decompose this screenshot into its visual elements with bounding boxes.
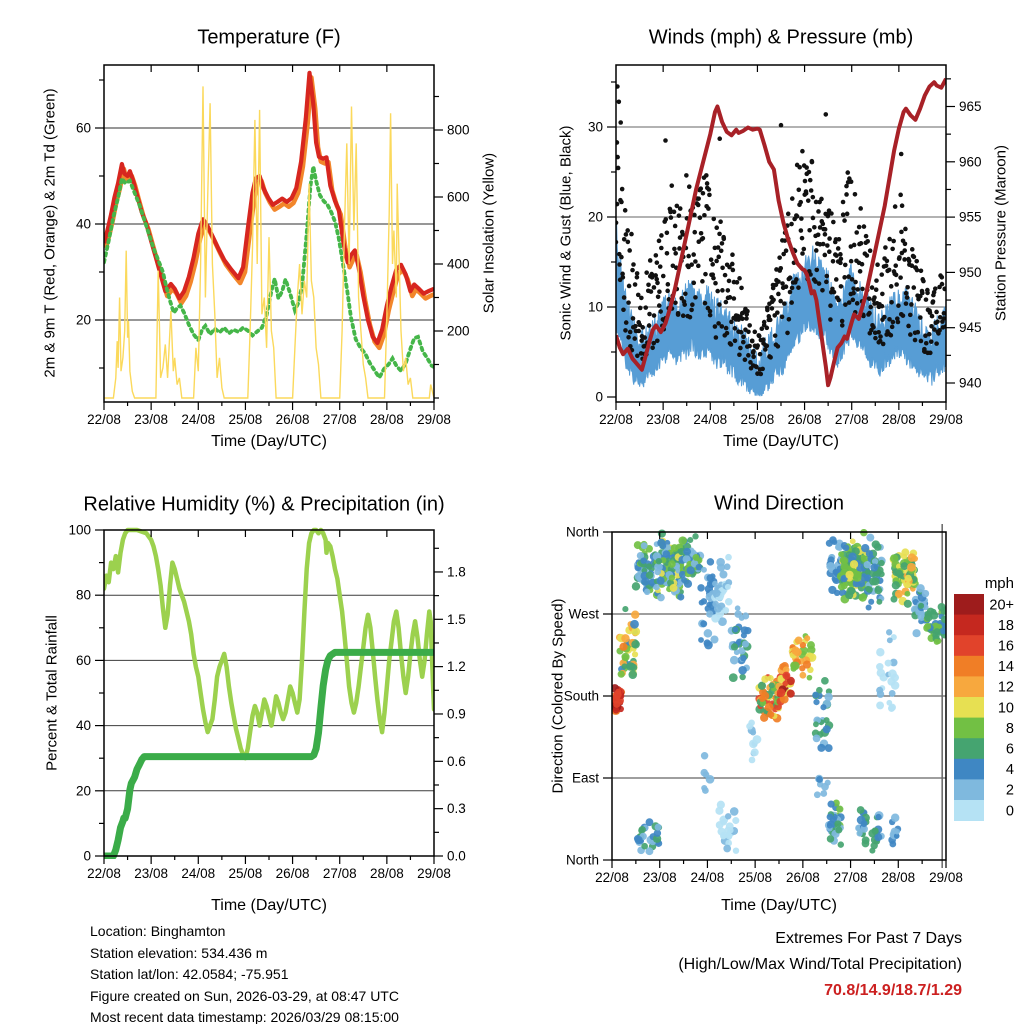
humidity-precip-title: Relative Humidity (%) & Precipitation (in)	[83, 493, 445, 516]
svg-text:26/08: 26/08	[275, 866, 310, 881]
svg-text:12: 12	[997, 679, 1014, 696]
svg-text:28/08: 28/08	[881, 870, 916, 885]
svg-text:955: 955	[959, 209, 982, 225]
svg-text:950: 950	[959, 264, 982, 280]
svg-text:29/08: 29/08	[417, 412, 451, 427]
station-elevation: Station elevation: 534.436 m	[90, 944, 268, 961]
temperature-x-label: Time (Day/UTC)	[211, 433, 327, 450]
svg-text:29/08: 29/08	[929, 412, 963, 427]
svg-text:North: North	[565, 852, 599, 868]
svg-text:23/08: 23/08	[642, 870, 677, 885]
svg-text:29/08: 29/08	[929, 870, 963, 885]
svg-text:20: 20	[75, 312, 91, 328]
svg-text:8: 8	[1005, 720, 1014, 737]
svg-text:100: 100	[68, 522, 91, 538]
extremes-block	[678, 926, 962, 1004]
winds-pressure-title: Winds (mph) & Pressure (mb)	[648, 26, 914, 49]
winds-y-label-right: Station Pressure (Maroon)	[992, 145, 1010, 321]
humidity-y-label-left: Percent & Total Rainfall	[43, 615, 61, 771]
svg-text:10: 10	[587, 299, 603, 315]
temperature-title: Temperature (F)	[197, 26, 341, 49]
svg-text:14: 14	[997, 659, 1014, 676]
svg-text:26/08: 26/08	[787, 412, 822, 427]
svg-text:940: 940	[959, 375, 982, 391]
svg-text:23/08: 23/08	[646, 412, 681, 427]
svg-text:East: East	[571, 770, 599, 786]
svg-text:400: 400	[447, 256, 470, 272]
svg-text:60: 60	[75, 120, 91, 136]
svg-text:945: 945	[959, 320, 982, 336]
svg-text:30: 30	[587, 119, 603, 135]
svg-text:22/08: 22/08	[87, 412, 121, 427]
winds-x-label: Time (Day/UTC)	[723, 433, 839, 450]
svg-text:960: 960	[959, 154, 982, 170]
svg-text:10: 10	[997, 700, 1014, 717]
svg-text:0: 0	[83, 848, 91, 864]
svg-text:22/08: 22/08	[595, 870, 629, 885]
svg-text:West: West	[568, 606, 599, 622]
svg-text:1.8: 1.8	[447, 564, 466, 580]
svg-text:26/08: 26/08	[275, 412, 310, 427]
svg-text:South: South	[563, 688, 599, 704]
extremes-heading: Extremes For Past 7 Days	[775, 930, 962, 947]
svg-text:6: 6	[1005, 741, 1014, 758]
svg-text:27/08: 27/08	[834, 412, 869, 427]
svg-text:40: 40	[75, 718, 91, 734]
svg-text:40: 40	[75, 216, 91, 232]
svg-text:25/08: 25/08	[228, 412, 263, 427]
extremes-legend: (High/Low/Max Wind/Total Precipitation)	[678, 956, 962, 973]
svg-text:20: 20	[75, 783, 91, 799]
svg-text:25/08: 25/08	[228, 866, 263, 881]
temperature-y-label-right: Solar Insolation (Yellow)	[480, 152, 498, 314]
svg-text:60: 60	[75, 652, 91, 668]
svg-text:28/08: 28/08	[369, 866, 404, 881]
wind-direction-y-label: Direction (Colored By Speed)	[549, 598, 567, 794]
svg-text:4: 4	[1005, 762, 1014, 779]
svg-text:25/08: 25/08	[740, 412, 775, 427]
svg-text:24/08: 24/08	[181, 412, 216, 427]
temperature-y-label-left: 2m & 9m T (Red, Orange) & 2m Td (Green)	[41, 88, 59, 378]
svg-text:23/08: 23/08	[134, 412, 169, 427]
svg-text:27/08: 27/08	[833, 870, 868, 885]
station-info-block	[90, 921, 399, 1024]
svg-text:24/08: 24/08	[693, 412, 728, 427]
svg-text:1.2: 1.2	[447, 659, 466, 675]
svg-text:26/08: 26/08	[785, 870, 820, 885]
wind-direction-x-label: Time (Day/UTC)	[721, 897, 837, 914]
svg-text:0: 0	[595, 389, 603, 405]
wind-direction-title: Wind Direction	[713, 492, 845, 515]
svg-text:North: North	[565, 524, 599, 540]
svg-text:22/08: 22/08	[599, 412, 633, 427]
svg-text:16: 16	[997, 638, 1014, 655]
svg-text:0.0: 0.0	[447, 848, 466, 864]
svg-text:18: 18	[997, 617, 1014, 634]
station-latlon: Station lat/lon: 42.0584; -75.951	[90, 966, 289, 982]
svg-text:965: 965	[959, 99, 982, 114]
svg-text:0.9: 0.9	[447, 706, 466, 722]
svg-text:24/08: 24/08	[181, 866, 216, 881]
svg-text:600: 600	[447, 189, 470, 205]
svg-text:22/08: 22/08	[87, 866, 121, 881]
station-location: Location: Binghamton	[90, 923, 226, 939]
svg-text:20: 20	[587, 209, 603, 225]
svg-text:27/08: 27/08	[322, 412, 357, 427]
winds-y-label-left: Sonic Wind & Gust (Blue, Black)	[557, 125, 575, 341]
extremes-values: 70.8/14.9/18.7/1.29	[824, 982, 962, 999]
svg-text:27/08: 27/08	[322, 866, 357, 881]
svg-text:0: 0	[1005, 803, 1014, 820]
svg-text:0.6: 0.6	[447, 753, 466, 769]
svg-text:25/08: 25/08	[738, 870, 773, 885]
svg-text:2: 2	[1005, 782, 1014, 799]
svg-text:24/08: 24/08	[690, 870, 725, 885]
svg-text:1.5: 1.5	[447, 611, 466, 627]
figure-created-line: Figure created on Sun, 2026-03-29, at 08:47 UTC	[90, 987, 399, 1004]
svg-text:28/08: 28/08	[881, 412, 916, 427]
svg-text:28/08: 28/08	[369, 412, 404, 427]
svg-text:29/08: 29/08	[417, 866, 451, 881]
recent-timestamp-line: Most recent data timestamp: 2026/03/29 08:15:00	[90, 1009, 399, 1024]
svg-text:20+: 20+	[989, 597, 1014, 614]
svg-text:800: 800	[447, 122, 470, 138]
svg-text:mph: mph	[984, 575, 1014, 592]
humidity-x-label: Time (Day/UTC)	[211, 897, 327, 914]
svg-text:23/08: 23/08	[134, 866, 169, 881]
svg-text:200: 200	[447, 323, 470, 339]
svg-text:0.3: 0.3	[447, 801, 466, 817]
svg-text:80: 80	[75, 587, 91, 603]
